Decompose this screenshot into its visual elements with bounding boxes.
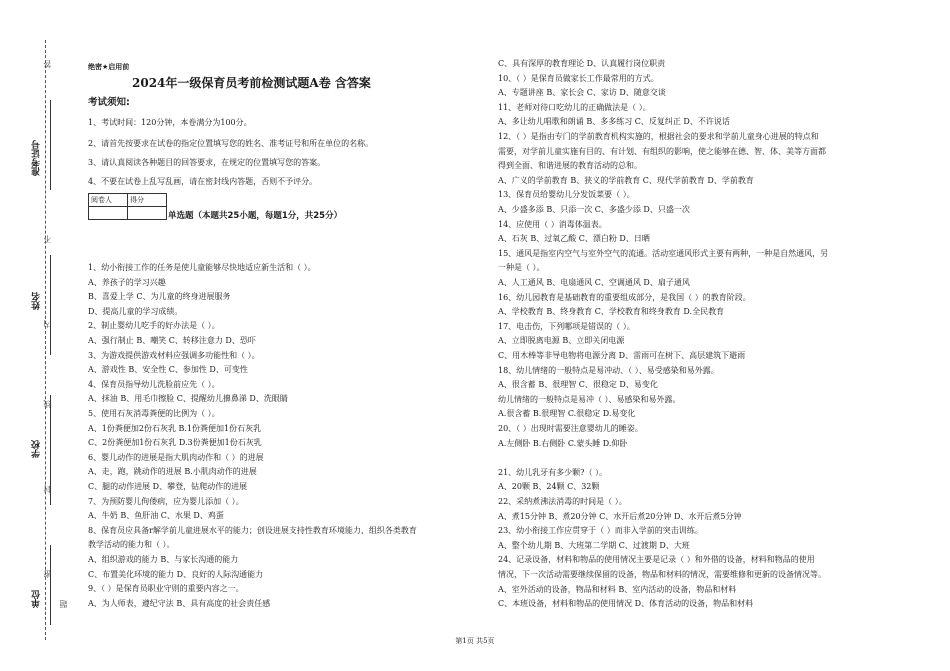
- seal-char: 内: [43, 320, 52, 328]
- question-line: C、具有深厚的教育理论 D、认真履行岗位职责: [498, 59, 666, 68]
- question-line: A.左侧卧 B.右侧卧 C.蒙头睡 D.仰卧: [498, 438, 628, 448]
- seal-line: [45, 40, 46, 640]
- exam-id-blank: [50, 100, 51, 190]
- section-title: 单选题（本题共25小题，每题1分，共25分）: [168, 211, 343, 221]
- question-line: 得到全面、和谐进展的教育活动的总和。: [498, 161, 642, 171]
- seal-char: 不: [43, 235, 52, 243]
- binding-margin: [0, 0, 70, 671]
- question-line: 情况，下一次活动需要继续保留的设备，物品和材料的情况，需要维修和更新的设备情况等。: [498, 570, 826, 579]
- question-line: A、牛奶 B、鱼肝油 C、水果 D、鸡蛋: [88, 511, 224, 521]
- seal-char: 线: [43, 400, 52, 408]
- question-line: 22、采纳煮沸法消毒的时间是（ ）。: [498, 497, 627, 506]
- name-label: 姓名: [32, 292, 42, 310]
- question-line: A、为人师表，遵纪守法 B、具有高度的社会责任感: [88, 598, 271, 608]
- question-line: 21、幼儿乳牙有多少颗?（ ）。: [498, 467, 608, 477]
- score-blank: [128, 207, 167, 220]
- question-line: A、养孩子的学习兴趣: [88, 277, 166, 287]
- secret-mark: 绝密★启用前: [88, 63, 130, 71]
- score-table: [88, 193, 167, 220]
- question-line: 16、幼儿园教育是基础教育的重要组成部分，是我国（ ）的教育阶段。: [498, 292, 751, 302]
- question-line: A、整个幼儿期 B、大班第二学期 C、过渡期 D、大班: [498, 540, 690, 550]
- notice-item: 3、请认真阅读各种题目的回答要求，在规定的位置填写您的答案。: [88, 158, 326, 167]
- page-footer: 第1页 共5页: [455, 637, 495, 645]
- question-line: 需要，对学前儿童实施有目的、有计划、有组织的影响，使之能够在德、智、体、美等方面都: [498, 146, 826, 156]
- question-line: A、室外活动的设备，物品和材料 B、室内活动的设备，物品和材料: [498, 584, 737, 594]
- reviewer-cell: 阅卷人: [89, 194, 128, 207]
- question-line: 20、（ ）出现时需要注意婴幼儿的睡姿。: [498, 424, 643, 433]
- question-line: A、煮15分钟 B、煮20分钟 C、水开后煮20分钟 D、水开后煮5分钟: [498, 511, 742, 521]
- unit-blank: [50, 545, 51, 625]
- question-line: 6、婴儿动作的进展是指大肌肉动作和（ ）的进展: [88, 452, 264, 462]
- question-line: A、多让幼儿唱歌和朗诵 B、多多练习 C、反复纠正 D、不许说话: [498, 117, 730, 127]
- page-title: 2024年一级保育员考前检测试题A卷 含答案: [132, 76, 371, 90]
- seal-char: 答: [43, 60, 52, 68]
- question-line: 幼儿情绪的一般特点是易冲（ ）、易感染和易外露。: [498, 394, 681, 404]
- question-line: A、很含蓄 B、很理智 C、很稳定 D、易变化: [498, 380, 658, 390]
- question-line: A、抹油 B、用毛巾擦脸 C、提醒幼儿擤鼻涕 D、洗眼睛: [88, 394, 288, 404]
- question-line: 23、幼小衔接工作应贯穿于（ ）而非入学前的突击训练。: [498, 526, 703, 536]
- question-line: A、游戏性 B、安全性 C、参加性 D、可变性: [88, 365, 248, 375]
- seal-char: 密: [43, 570, 52, 578]
- question-line: 15、通风是指室内空气与室外空气的流通。活动室通风形式主要有两种，一种是自然通风，另: [498, 248, 829, 258]
- notice-heading: 考试须知:: [88, 97, 130, 108]
- question-line: A、立即脱离电源 B、立即关闭电源: [498, 336, 625, 346]
- question-line: A、20颗 B、24颗 C、32颗: [498, 482, 600, 492]
- seal-char: 封: [43, 485, 52, 493]
- question-line: C、用木棒等非导电物将电源分离 D、雷雨可在树下、高层建筑下避雨: [498, 351, 746, 360]
- question-line: 18、幼儿情绪的一般特点是易冲动、（ ）、易受感染和易外露。: [498, 365, 719, 375]
- question-line: 1、幼小衔接工作的任务是使儿童能够尽快地适应新生活和（ ）。: [88, 263, 316, 272]
- notice-item: 2、请首先按要求在试卷的指定位置填写您的姓名、准考证号和所在单位的名称。: [88, 139, 374, 148]
- question-line: A、学校教育 B、终身教育 C、学校教育和终身教育 D.全民教育: [498, 307, 725, 317]
- question-line: 9、（ ）是保育员职业守则的重要内容之一。: [88, 584, 244, 594]
- question-line: A、走，跑，跳动作的进展 B.小肌肉动作的进展: [88, 467, 257, 477]
- question-line: 5、使用石灰消毒粪便的比例为（ ）。: [88, 409, 220, 418]
- school-label: 学校: [32, 440, 42, 458]
- question-line: 2、制止婴幼儿吃手的好办法是（ ）。: [88, 321, 220, 331]
- question-line: 4、保育员指导幼儿洗脸前应先（ ）。: [88, 379, 220, 389]
- question-line: D、提高儿童的学习成绩。: [88, 306, 183, 316]
- question-line: 10、（ ）是保育员做家长工作最常用的方式。: [498, 73, 659, 83]
- exam-id-label: 准考证号: [32, 140, 42, 176]
- question-line: 24、记录设备，材料和物品的使用情况主要是记录（ ）和外借的设备，材料和物品的使用: [498, 555, 815, 565]
- question-line: 8、保育员应具备r解学前儿童进展水平的能力；创设进展支持性教育环境能力、组织各类教育: [88, 525, 417, 535]
- question-line: 14、应使用（ ）消毒体温表。: [498, 219, 607, 229]
- question-line: A、人工通风 B、电扇通风 C、空调通风 D、扇子通风: [498, 278, 690, 287]
- name-blank: [50, 255, 51, 355]
- reviewer-blank: [89, 207, 128, 220]
- question-line: A、组织游戏的能力 B、与家长沟通的能力: [88, 555, 239, 564]
- question-line: A、少盛多添 B、只添一次 C、多盛少添 D、只盛一次: [498, 205, 690, 214]
- question-line: A.很含蓄 B.很理智 C.很稳定 D.易变化: [498, 409, 636, 419]
- question-line: 12、（ ）是指由专门的学前教育机构实施的，根据社会的要求和学前儿童身心进展的特点和: [498, 132, 819, 141]
- question-line: 7、为预防婴儿佝偻病，应为婴儿添加（ ）。: [88, 496, 244, 506]
- question-line: A、专题讲座 B、家长会 C、家访 D、随意交谈: [498, 88, 666, 98]
- question-line: C、本班设备，材料和物品的使用情况 D、体育活动的设备，物品和材料: [498, 599, 754, 609]
- score-cell: 得分: [128, 194, 167, 207]
- question-line: 11、老师对待口吃幼儿的正确做法是（ ）。: [498, 102, 651, 112]
- question-line: 3、为游戏提供游戏材料应强调多功能性和（ ）。: [88, 350, 260, 360]
- question-line: A、强行制止 B、嘲笑 C、转移注意力 D、恐吓: [88, 336, 256, 345]
- question-line: C、2份粪便加1份石灰乳 D.3份粪便加1份石灰乳: [88, 438, 262, 448]
- question-line: C、布置美化环境的能力 D、良好的人际沟通能力: [88, 569, 264, 579]
- question-line: A、广义的学前教育 B、狭义的学前教育 C、现代学前教育 D、学前教育: [498, 175, 754, 185]
- unit-label: 单位: [32, 590, 42, 608]
- notice-item: 1、考试时间：120分钟，本卷满分为100分。: [88, 118, 252, 127]
- question-line: 13、保育员给婴幼儿分发饭菜要（ ）。: [498, 190, 635, 200]
- question-line: 教学活动的能力和（ ）。: [88, 540, 175, 550]
- question-line: C、腿的动作进展 D、攀登，钻爬动作的进展: [88, 482, 248, 491]
- question-line: B、喜爱上学 C、为儿童的终身进展服务: [88, 292, 231, 302]
- question-line: 17、电击伤，下列哪项是错误的（ ）。: [498, 321, 635, 331]
- notice-item: 4、不要在试卷上乱写乱画，请在密封线内答题，否则不予评分。: [88, 177, 318, 186]
- question-line: A、石灰 B、过氧乙酸 C、漂白粉 D、日晒: [498, 234, 650, 244]
- seal-char: 题: [59, 600, 68, 608]
- question-line: 一种是（ ）。: [498, 263, 545, 273]
- question-line: A、1份粪便加2份石灰乳 B.1份粪便加1份石灰乳: [88, 423, 262, 433]
